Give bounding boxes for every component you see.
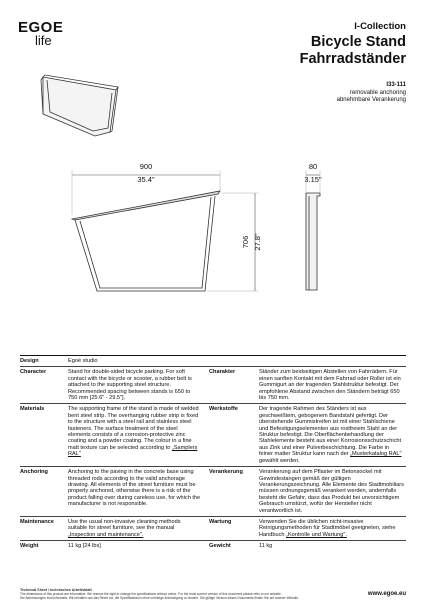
materials-label-en: Materials — [20, 404, 68, 467]
samplers-ral-link[interactable]: „Samplers RAL" — [68, 444, 198, 458]
weight-label-de: Gewicht — [209, 541, 259, 552]
character-label-en: Character — [20, 367, 68, 404]
design-label: Design — [20, 356, 68, 367]
weight-text-de: 11 kg — [259, 541, 406, 552]
width-mm: 900 — [139, 162, 153, 171]
brand-sub: life — [35, 33, 52, 48]
maintenance-text-en: Use the usual non-invasive cleaning methods suitable for street furniture, see the manual — [68, 518, 181, 532]
spec-row-maintenance — [20, 516, 406, 540]
materials-text-de: Der tragende Rahmen des Ständers ist aus geschweißtem, gebogenem Bandstahl gefertigt. Der überstehende Gummistreifen ist mit einer Stahlschiene und Befestigungselementen aus rostfreiem Stahl an der Struktur befestigt. Die Oberflächenbehandlung der Stahlelemente besteht aus einer Korrosionsschutzschicht aus Zink und einer Pulverbeschichtung. Die Farbe in feiner matter Struktur kann nach der — [259, 406, 402, 458]
product-code: I33-111 — [386, 82, 406, 88]
maintenance-text-de: Verwenden Sie die üblichen nicht-invasive Reinigungsmethoden für Stadtmöbel geeigneten, siehe Handbuch — [259, 518, 396, 538]
anchoring-label-en: Anchoring — [20, 467, 68, 517]
product-desc-de: abnehmbare Verankerung — [336, 97, 406, 103]
spec-row-anchoring — [20, 467, 406, 517]
materials-cell-de — [259, 404, 406, 467]
kontrolle-wartung-link[interactable]: „Kontrolle und Wartung". — [286, 531, 347, 538]
materials-cell-en — [68, 404, 209, 467]
anchoring-label-de: Verankerung — [209, 467, 259, 517]
perspective-view — [41, 75, 118, 136]
brand-name: EGOE — [18, 19, 64, 36]
spec-row-materials — [20, 404, 406, 467]
maintenance-cell-de — [259, 516, 406, 540]
product-title-de: Fahrradständer — [299, 51, 406, 67]
depth-dimension — [304, 162, 322, 192]
depth-in: 3.15" — [304, 175, 322, 184]
spec-table — [20, 355, 406, 552]
materials-tail-de: gewählt werden. — [259, 457, 300, 464]
width-in: 35.4" — [137, 175, 155, 184]
anchoring-text-de: Verankerung auf dem Pflaster im Betonsockel mit Gewindestangen gemäß der gültigen Verankerungszeichnung. Alle Elemente des Stadtmobiliars müssen ordnungsgemäß verankert werden, andernfalls besteht die Gefahr, dass das Produkt bei unvorsichtigem Gebrauch umstürzt, wofür der Hersteller nicht verantwortlich ist. — [259, 467, 406, 517]
character-label-de: Charakter — [209, 367, 259, 404]
musterkatalog-ral-link[interactable]: „Musterkatalog RAL" — [350, 451, 402, 458]
footer-notes — [20, 589, 406, 600]
maintenance-label-de: Wartung — [209, 516, 259, 540]
materials-text-en: The supporting frame of the stand is made of welded bent steel strip. The overhanging rubber strip is fixed to the structure with a steel rail and stainless steel fasteners. The surface treatment of the steel elements consists of a corrosion-protective zinc coating and a powder coating. The colour in a fine matt texture can be selected according to — [68, 406, 199, 451]
maintenance-cell-en — [68, 516, 209, 540]
side-view — [306, 193, 320, 290]
product-title-en: Bicycle Stand — [310, 34, 406, 50]
weight-text-en: 11 kg [24 lbs] — [68, 541, 209, 552]
footer-line-en: The dimensions of this product are informative. We reserve the right to change the specifications without notice. For the most current version of this document please refer to our website. — [20, 591, 282, 596]
spec-row-weight — [20, 541, 406, 552]
depth-mm: 80 — [308, 162, 318, 171]
inspection-maintenance-link[interactable]: „Inspection and maintenance". — [68, 531, 144, 538]
height-dimension — [207, 193, 262, 291]
collection-name: I-Collection — [354, 21, 406, 32]
weight-label-en: Weight — [20, 541, 68, 552]
anchoring-text-en: Anchoring to the paving in the concrete base using threaded rods according to the valid anchorage drawing. All elements of the street furniture must be properly anchored, otherwise there is a risk of the product falling over during careless use, for which the manufacturer is not responsible. — [68, 467, 209, 517]
character-text-en: Stand for double-sided bicycle parking. For soft contact with the bicycle or scooter, a rubber belt is attached to the supporting steel structure. Recommended spacing between stands is 650 to 750 mm [25.6" - 29.5"]. — [68, 367, 209, 404]
height-mm: 706 — [241, 235, 250, 249]
footer-title: Technical Sheet / technisches Arbeitsblatt — [20, 588, 92, 592]
materials-label-de: Werkstoffe — [209, 404, 259, 467]
maintenance-label-en: Maintenance — [20, 516, 68, 540]
design-value: Egoé studio — [68, 356, 406, 367]
height-in: 27.8" — [253, 233, 262, 251]
front-view — [72, 191, 220, 291]
website-link[interactable]: www.egoe.eu — [367, 591, 406, 597]
spec-row-character — [20, 367, 406, 404]
character-text-de: Ständer zum beidseitigen Abstellen von Fahrrädern. Für einen sanften Kontakt mit dem Fahrrad oder Roller ist ein Gummigurt an der tragenden Stahlstruktur befestigt. Der empfohlene Abstand zwischen den Ständern beträgt 650 bis 750 mm. — [259, 367, 406, 404]
footer-line-de: Die Abmessungen sind informativ. Wir behalten uns das Recht vor, die Spezifikationen ohne vorherige Ankündigung zu ändern. Die gültige Version dieses Dokuments finden Sie auf unserer Website. — [20, 595, 299, 600]
product-desc-en: removable anchoring — [349, 89, 406, 96]
spec-row-design — [20, 356, 406, 367]
